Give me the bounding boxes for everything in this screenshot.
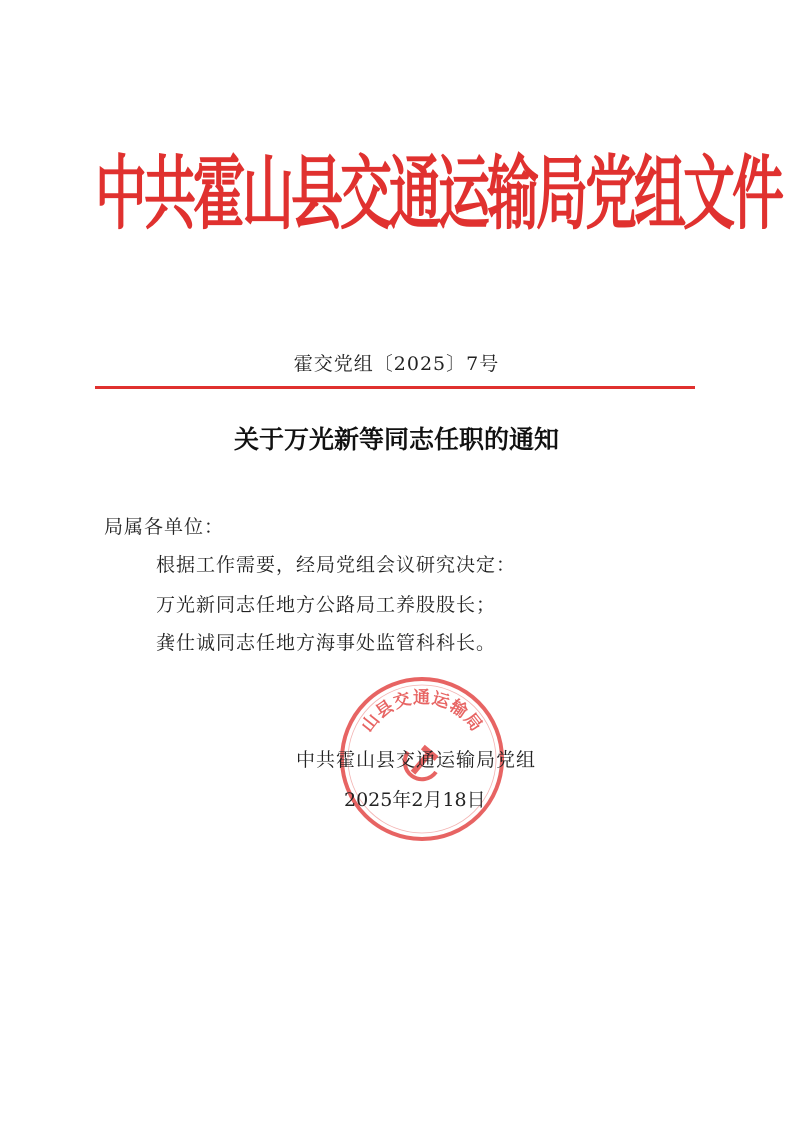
signature-date: 2025年2月18日 [344, 789, 486, 811]
signature-organization: 中共霍山县交通运输局党组 [296, 749, 537, 771]
salutation: 局属各单位： [104, 516, 225, 538]
document-masthead: 中共霍山县交通运输局党组文件 [95, 146, 782, 242]
notice-title: 关于万光新等同志任职的通知 [233, 425, 559, 454]
body-appointment-1: 万光新同志任地方公路局工养股股长； [156, 594, 497, 616]
red-divider-line [95, 386, 695, 389]
body-appointment-2: 龚仕诚同志任地方海事处监管科科长。 [156, 632, 497, 654]
svg-text:山县交通运输局: 山县交通运输局 [357, 688, 487, 737]
document-number: 霍交党组〔2025〕7号 [293, 353, 500, 375]
body-paragraph-decision: 根据工作需要，经局党组会议研究决定： [156, 554, 517, 576]
